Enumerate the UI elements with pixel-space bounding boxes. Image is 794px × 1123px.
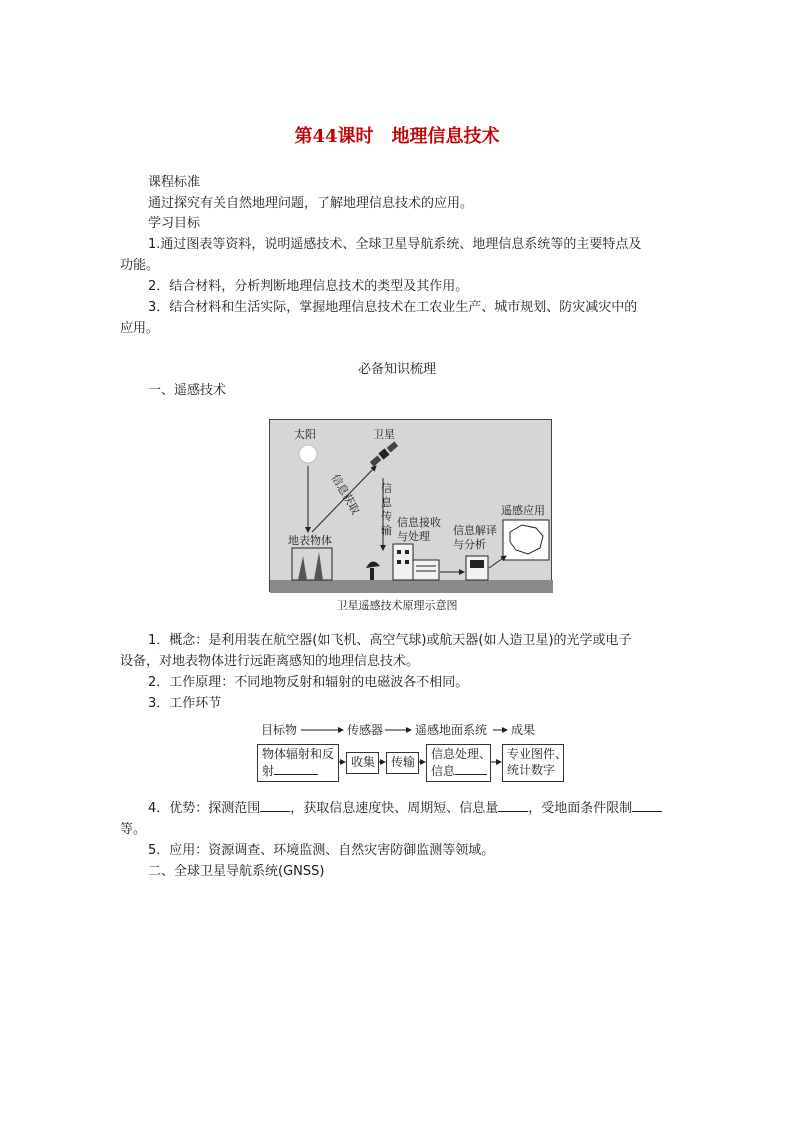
label-receive: 信息接收与处理 [397, 516, 441, 543]
flow-box-collect: 收集 [346, 752, 379, 774]
blank-volume[interactable] [498, 799, 528, 812]
flow-top-result: 成果 [511, 723, 536, 737]
standards-heading: 课程标准 [148, 175, 201, 190]
sun-icon [299, 445, 317, 463]
label-sun: 太阳 [294, 428, 316, 441]
ground-strip [270, 580, 553, 593]
flow-top-target: 目标物 [261, 723, 298, 737]
advantages-line2: 等。 [120, 822, 147, 837]
diagram-caption: 卫星遥感技术原理示意图 [336, 599, 458, 612]
objective-3-line1: 3．结合材料和生活实际，掌握地理信息技术在工农业生产、城市规划、防灾减灾中的 [148, 300, 638, 315]
blank-range[interactable] [260, 799, 290, 812]
blank-processing[interactable] [455, 762, 487, 775]
satellite-icon [369, 441, 399, 468]
flow-box-processing [426, 744, 491, 782]
label-transmit: 信息传输 [381, 482, 392, 537]
label-acquire: 信息获取 [328, 472, 362, 517]
advantages-line1: 4．优势：探测范围 ，获取信息速度快、周期短、信息量 ，受地面条件限制 [148, 799, 662, 819]
flow-box-output [502, 744, 568, 782]
blank-radiation[interactable] [274, 762, 318, 775]
process-heading: 3．工作环节 [148, 696, 222, 711]
receiving-station-icon [393, 544, 439, 580]
process-flowchart [255, 720, 575, 782]
flow-box-radiation-line1: 物体辐射和反 [262, 747, 335, 761]
remote-sensing-heading: 一、遥感技术 [148, 383, 227, 398]
objective-1-line2: 功能。 [120, 258, 160, 273]
concept-line1: 1．概念：是利用装在航空器(如飞机、高空气球)或航天器(如人造卫星)的光学或电子 [148, 633, 632, 648]
to-application-arrow [489, 556, 506, 568]
flow-box-radiation [257, 744, 339, 782]
page-title: 第44课时 地理信息技术 [294, 126, 500, 147]
label-decode: 信息解译与分析 [453, 524, 497, 551]
flow-top-sensor: 传感器 [347, 723, 384, 737]
ground-object-box [292, 548, 332, 580]
label-satellite: 卫星 [373, 428, 395, 441]
flow-box-output-line2: 统计数字 [507, 763, 556, 777]
dish-antenna-icon [366, 561, 380, 580]
section-heading: 必备知识梳理 [357, 362, 436, 377]
china-map-icon [503, 520, 549, 560]
objectives-heading: 学习目标 [148, 216, 201, 231]
flow-box-radiation-line2: 射 [262, 762, 334, 779]
flow-top-ground-system: 遥感地面系统 [415, 723, 488, 737]
objective-3-line2: 应用。 [120, 321, 160, 336]
objective-1-line1: 1.通过图表等资料，说明遥感技术、全球卫星导航系统、地理信息系统等的主要特点及 [148, 237, 642, 252]
flow-box-processing-line1: 信息处理、 [431, 747, 492, 761]
flow-box-transmit: 传输 [386, 752, 419, 774]
computer-icon [466, 556, 488, 580]
application-text: 5．应用：资源调查、环境监测、自然灾害防御监测等领域。 [148, 843, 495, 858]
flow-box-output-line1: 专业图件、 [507, 747, 568, 761]
gnss-heading: 二、全球卫星导航系统(GNSS) [148, 864, 325, 879]
objective-2: 2．结合材料，分析判断地理信息技术的类型及其作用。 [148, 279, 469, 294]
standards-text: 通过探究有关自然地理问题，了解地理信息技术的应用。 [148, 196, 474, 211]
label-application: 遥感应用 [501, 504, 545, 517]
blank-limit[interactable] [632, 799, 662, 812]
ground-object-icon [298, 552, 323, 580]
concept-line2: 设备，对地表物体进行远距离感知的地理信息技术。 [120, 654, 420, 669]
label-ground-object: 地表物体 [288, 534, 332, 547]
flow-box-processing-line2: 信息 [431, 762, 486, 779]
remote-sensing-diagram [269, 419, 552, 592]
principle: 2．工作原理：不同地物反射和辐射的电磁波各不相同。 [148, 675, 469, 690]
